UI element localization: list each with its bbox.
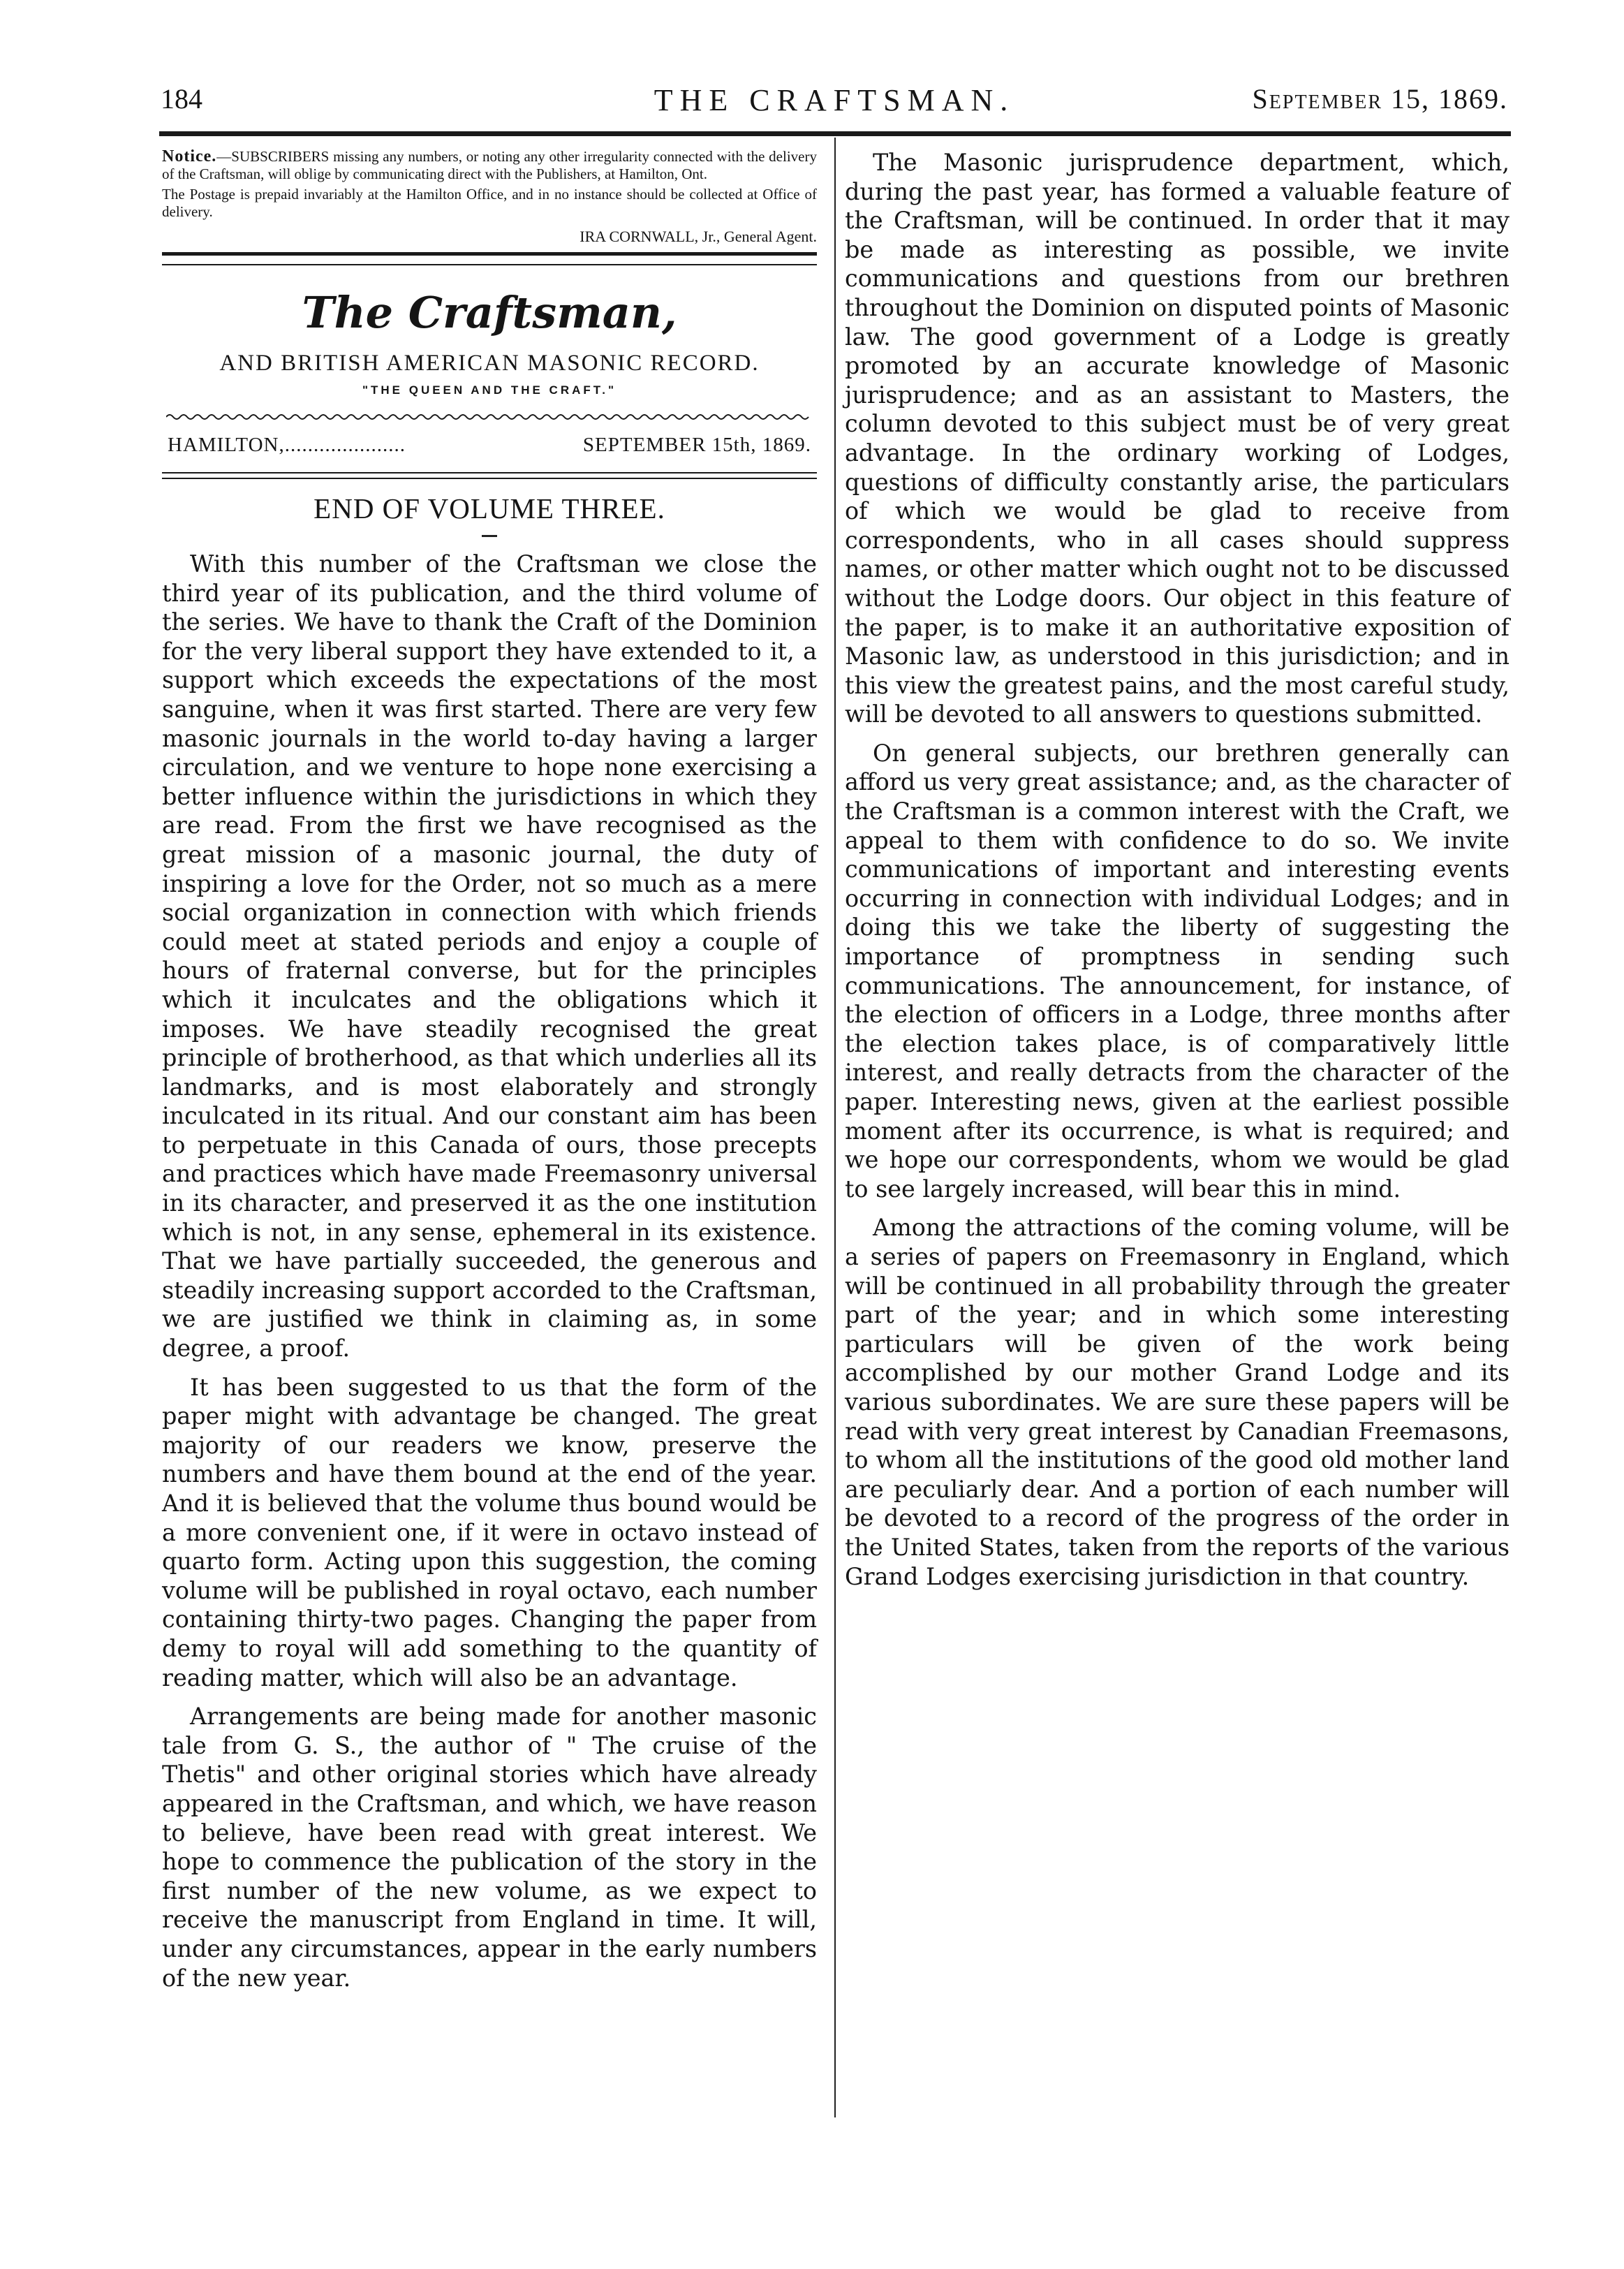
- paper-motto: "THE QUEEN AND THE CRAFT.": [362, 383, 617, 397]
- article-paragraph-3: Arrangements are being made for another masonic tale from G. S., the author of " The cruise of the Thetis" and other original stories which have already appeared in the Craftsman, and which, we have reason to believe, have been read with great interest. We hope to commence the publication of the story in the first number of the new volume, as we expect to receive the manuscript from England in time. It will, under any circumstances, appear in the early numbers of the new year.: [162, 1703, 817, 1992]
- heading-dash: [482, 535, 497, 537]
- notice-label: Notice.: [162, 147, 217, 166]
- article-paragraph-5: On general subjects, our brethren generally can afford us very great assistance; and, as the character of the Craftsman is a common interest with the Craft, we appeal to them with confidence to do so. We invite communications of important and interesting events occurring in connection with individual Lodges; and in doing this we take the liberty of suggesting the importance of promptness in sending such communications. The announcement, for instance, of the election of officers in a Lodge, three months after the election takes place, is of comparatively little interest, and really detracts from the character of the paper. Interesting news, given at the earliest possible moment after its occurrence, is what is required; and we hope our correspondents, whom we would be glad to see largely increased, will bear this in mind.: [845, 739, 1509, 1203]
- general-agent: IRA CORNWALL, Jr., General Agent.: [580, 228, 817, 245]
- dateline: [162, 434, 817, 457]
- column-divider: [834, 138, 836, 2117]
- postage-note: The Postage is prepaid invariably at the Hamilton Office, and in no instance should be collected at Office of delivery.: [162, 186, 817, 220]
- article-paragraph-1: With this number of the Craftsman we close the third year of its publication, and the third volume of the series. We have to thank the Craft of the Dominion for the very liberal support they have extended to it, a support which exceeds the expectations of the most sanguine, when it was first started. There are very few masonic journals in the world to-day having a larger circulation, and we venture to hope none exercising a better influence within the jurisdictions in which they are read. From the first we have recognised as the great mission of a masonic journal, the duty of inspiring a love for the Order, not so much as a mere social organization in connection with which friends could meet at stated periods and enjoy a couple of hours of fraternal converse, but for the principles which it inculcates and the obligations which it imposes. We have steadily recognised the great principle of brotherhood, as that which underlies all its landmarks, and is most elaborately and strongly inculcated in its ritual. And our constant aim has been to perpetuate in this Canada of ours, those precepts and practices which have made Freemasonry universal in its character, and preserved it as the one institution which is not, in any sense, ephemeral in its existence. That we have partially succeeded, the generous and steadily increasing support accorded to the Craftsman, we are justified we think in claiming as, in some degree, a proof.: [162, 550, 817, 1363]
- article-paragraph-4: The Masonic jurisprudence department, which, during the past year, has formed a valuable feature of the Craftsman, will be continued. In order that it may be made as interesting as possible, we invite communications and questions from our brethren throughout the Dominion on disputed points of Masonic law. The good government of a Lodge is greatly promoted by an accurate knowledge of Masonic jurisprudence; and as an assistant to Masters, the column devoted to this subject must be of very great advantage. In the ordinary working of Lodges, questions of difficulty constantly arise, the particulars of which we would be glad to receive from correspondents, who in all cases should suppress names, or other matter which ought not to be discussed without the Lodge doors. Our object in this feature of the paper, is to make it an authoritative exposition of Masonic law, as understood in this jurisdiction; and in this view the greatest pains, and the most careful study, will be devoted to all answers to questions submitted.: [845, 149, 1509, 728]
- article-paragraph-6: Among the attractions of the coming volume, will be a series of papers on Freemasonry in England, which will be continued in all probability through the greater part of the year; and in which some interesting particulars will be given of the work being accomplished by our mother Grand Lodge and its various subordinates. We are sure these papers will be read with very great interest by Canadian Freemasons, to whom all the institutions of the good old mother land are peculiarly dear. And a portion of each number will be devoted to a record of the progress of the order in the United States, taken from the reports of the various Grand Lodges exercising jurisdiction in that country.: [845, 1214, 1509, 1590]
- subscriber-notice: [162, 148, 817, 245]
- masthead-rule-bottom: [162, 472, 817, 479]
- article-heading: END OF VOLUME THREE.: [313, 492, 665, 524]
- page-header: [161, 82, 1508, 124]
- right-column: [845, 148, 1509, 1591]
- paper-title: The Craftsman,: [302, 287, 677, 338]
- masthead-rule-top: [162, 252, 817, 265]
- dateline-date: SEPTEMBER 15th, 1869.: [582, 434, 811, 456]
- header-rule: [159, 131, 1511, 136]
- header-date: September 15, 1869.: [1252, 83, 1508, 115]
- dateline-place: HAMILTON,.....................: [168, 434, 406, 456]
- page-number: 184: [161, 83, 202, 115]
- wavy-rule: [166, 413, 813, 421]
- notice-text: —SUBSCRIBERS missing any numbers, or noting any other irregularity connected with the delivery of the Craftsman, will oblige by communicating direct with the Publishers, at Hamilton, Ont.: [162, 148, 817, 182]
- left-column: [162, 148, 817, 1992]
- article-paragraph-2: It has been suggested to us that the form of the paper might with advantage be changed. The great majority of our readers we know, preserve the numbers and have them bound at the end of the year. And it is believed that the volume thus bound would be a more convenient one, if it were in octavo instead of quarto form. Acting upon this suggestion, the coming volume will be published in royal octavo, each number containing thirty-two pages. Changing the paper from demy to royal will add something to the quantity of reading matter, which will also be an advantage.: [162, 1373, 817, 1691]
- paper-subtitle: AND BRITISH AMERICAN MASONIC RECORD.: [219, 351, 760, 376]
- running-title: THE CRAFTSMAN.: [654, 83, 1015, 117]
